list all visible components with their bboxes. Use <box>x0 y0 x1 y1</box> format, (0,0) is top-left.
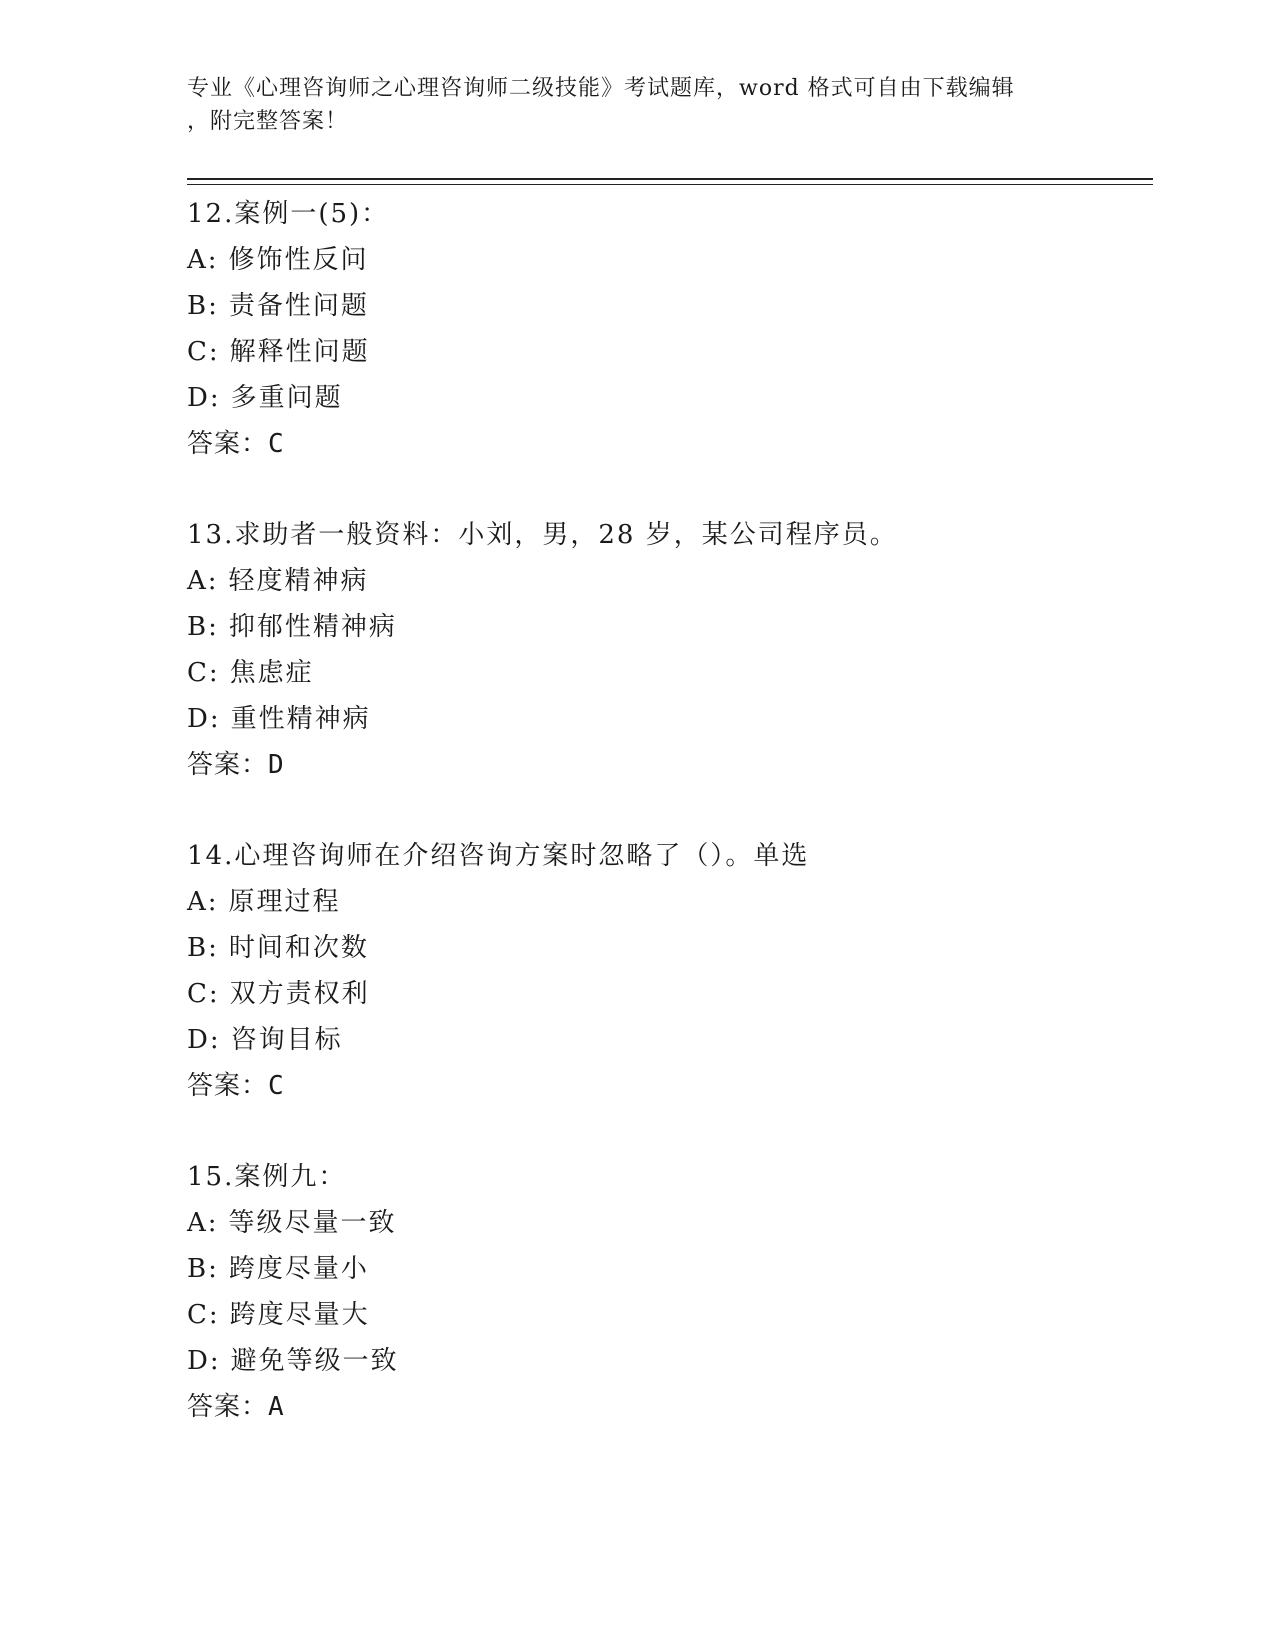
option-text: 抑郁性精神病 <box>228 612 397 642</box>
option-d <box>187 696 1153 742</box>
option-key: B: <box>187 1254 219 1284</box>
option-key: D: <box>187 704 221 734</box>
answer-label: 答案： <box>187 1071 269 1101</box>
option-key: C: <box>187 1300 220 1330</box>
option-text: 双方责权利 <box>229 979 370 1009</box>
option-b <box>187 925 1153 971</box>
question-title: 12.案例一(5)： <box>187 199 390 229</box>
option-key: B: <box>187 612 219 642</box>
option-key: A: <box>187 1208 219 1238</box>
question-12 <box>187 191 1153 467</box>
option-key: B: <box>187 933 219 963</box>
option-text: 责备性问题 <box>228 291 369 321</box>
option-text: 跨度尽量小 <box>228 1254 369 1284</box>
answer-line <box>187 421 1153 467</box>
answer-value: C <box>268 1071 285 1101</box>
option-a <box>187 1200 1153 1246</box>
option-c <box>187 971 1153 1017</box>
option-c <box>187 329 1153 375</box>
question-14 <box>187 833 1153 1109</box>
header-divider-thick <box>187 178 1153 180</box>
option-a <box>187 879 1153 925</box>
option-key: B: <box>187 291 219 321</box>
option-text: 避免等级一致 <box>230 1346 399 1376</box>
answer-line <box>187 1384 1153 1430</box>
question-title: 15.案例九： <box>187 1162 347 1192</box>
document-header <box>187 72 1087 138</box>
option-text: 等级尽量一致 <box>228 1208 397 1238</box>
answer-line <box>187 742 1153 788</box>
header-divider-thin <box>187 184 1153 185</box>
option-a <box>187 558 1153 604</box>
option-key: A: <box>187 887 219 917</box>
header-line-1: 专业《心理咨询师之心理咨询师二级技能》考试题库，word 格式可自由下载编辑 <box>187 76 1015 101</box>
option-text: 原理过程 <box>228 887 341 917</box>
option-b <box>187 1246 1153 1292</box>
option-key: A: <box>187 566 219 596</box>
option-text: 重性精神病 <box>230 704 371 734</box>
option-key: A: <box>187 245 219 275</box>
option-key: C: <box>187 979 220 1009</box>
option-text: 咨询目标 <box>230 1025 343 1055</box>
option-key: D: <box>187 1025 221 1055</box>
header-line-2: ，附完整答案！ <box>187 109 349 134</box>
question-list <box>187 191 1153 1475</box>
option-text: 多重问题 <box>230 383 343 413</box>
answer-value: C <box>268 429 285 459</box>
question-title: 14.心理咨询师在介绍咨询方案时忽略了（）。单选 <box>187 841 810 871</box>
question-title: 13.求助者一般资料：小刘，男，28 岁，某公司程序员。 <box>187 520 898 550</box>
option-key: C: <box>187 337 220 367</box>
option-text: 修饰性反问 <box>228 245 369 275</box>
option-d <box>187 1017 1153 1063</box>
answer-value: D <box>268 750 285 780</box>
answer-label: 答案： <box>187 750 269 780</box>
question-13 <box>187 512 1153 788</box>
option-key: C: <box>187 658 220 688</box>
answer-line <box>187 1063 1153 1109</box>
answer-value: A <box>268 1392 285 1422</box>
option-c <box>187 1292 1153 1338</box>
question-15 <box>187 1154 1153 1430</box>
option-key: D: <box>187 383 221 413</box>
answer-label: 答案： <box>187 1392 269 1422</box>
option-text: 时间和次数 <box>228 933 369 963</box>
option-d <box>187 375 1153 421</box>
option-b <box>187 604 1153 650</box>
option-text: 跨度尽量大 <box>229 1300 370 1330</box>
option-text: 解释性问题 <box>229 337 370 367</box>
answer-label: 答案： <box>187 429 269 459</box>
option-text: 轻度精神病 <box>228 566 369 596</box>
option-b <box>187 283 1153 329</box>
option-text: 焦虑症 <box>229 658 314 688</box>
option-d <box>187 1338 1153 1384</box>
option-key: D: <box>187 1346 221 1376</box>
option-a <box>187 237 1153 283</box>
option-c <box>187 650 1153 696</box>
